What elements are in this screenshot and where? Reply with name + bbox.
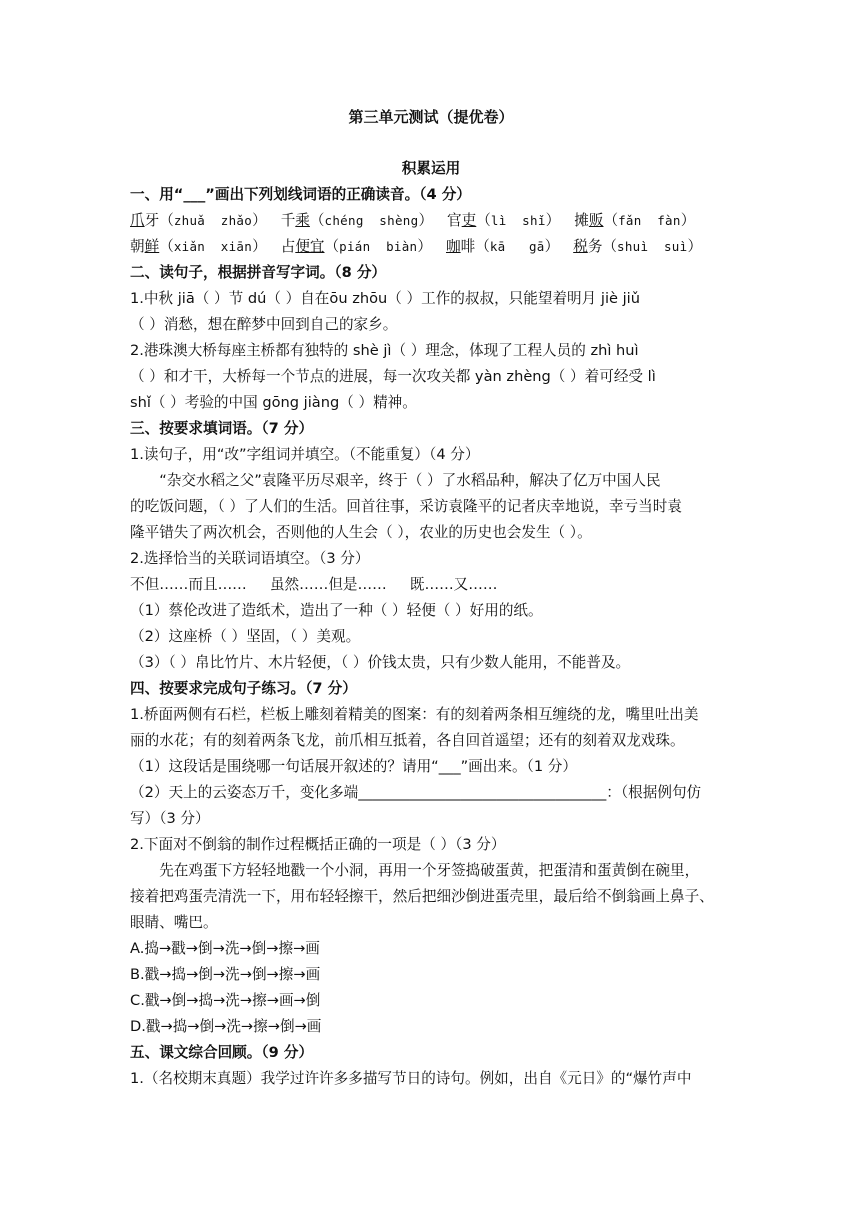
- pinyin-options: shuì suì: [617, 239, 688, 254]
- s2-q2-line2: （ ）和才干，大桥每一个节点的进展，每一次攻关都 yàn zhèng（ ）着可经受 lì: [130, 368, 656, 385]
- close-paren: ）: [252, 238, 267, 255]
- word-suffix: （: [603, 212, 619, 229]
- s3-q1-prompt: 1.读句子，用“改”字组词并填空。（不能重复）（4 分）: [130, 446, 480, 463]
- underlined-char: 便宜: [295, 238, 325, 255]
- word-suffix: 牙（: [144, 212, 174, 229]
- s3-q1-para-line3: 隆平错失了两次机会，否则他的人生会（ ），农业的历史也会发生（ ）。: [130, 524, 592, 541]
- pinyin-options: lì shǐ: [490, 213, 546, 228]
- s4-q2-para-line3: 眼睛、嘴巴。: [130, 914, 218, 931]
- pinyin-item: [130, 212, 267, 229]
- pinyin-options: kā gā: [489, 239, 545, 254]
- word-prefix: 官: [447, 212, 462, 229]
- s4-q1-line2: 丽的水花；有的刻着两条飞龙，前爪相互抵着，各自回首遥望；还有的刻着双龙戏珠。: [130, 732, 685, 749]
- close-paren: ）: [545, 212, 561, 229]
- page-title: 第三单元测试（提优卷）: [348, 108, 514, 126]
- pinyin-item: [446, 238, 559, 255]
- s4-q1-sub1: （1）这段话是围绕哪一句话展开叙述的？请用“___”画出来。（1 分）: [130, 758, 577, 775]
- close-paren: ）: [544, 238, 560, 255]
- word-prefix: 朝: [130, 238, 145, 255]
- s2-q2-line3: shǐ（ ）考验的中国 gōng jiàng（ ）精神。: [130, 394, 417, 411]
- s3-q2-prompt: 2.选择恰当的关联词语填空。（3 分）: [130, 550, 370, 567]
- underlined-char: 爪: [130, 212, 145, 229]
- s3-q2-options: 不但……而且…… 虽然……但是…… 既……又……: [130, 576, 498, 593]
- s3-q1-para-line2: 的吃饭问题，（ ）了人们的生活。回首往事，采访袁隆平的记者庆幸地说，幸亏当时袁: [130, 498, 682, 515]
- pinyin-options: chéng shèng: [324, 213, 419, 228]
- pinyin-item: [281, 238, 432, 255]
- s2-q2-line1: 2.港珠澳大桥每座主桥都有独特的 shè jì（ ）理念，体现了工程人员的 zhì huì: [130, 342, 639, 359]
- pinyin-item: [573, 238, 702, 255]
- word-suffix: （: [159, 238, 174, 255]
- word-prefix: 摊: [574, 212, 589, 229]
- section-2-heading: 二、读句子，根据拼音写字词。（8 分）: [130, 264, 387, 281]
- underlined-char: 咖: [446, 238, 461, 255]
- s4-q1-sub2: （2）天上的云姿态万千，变化多端__________________________________：（根据例句仿: [130, 784, 702, 801]
- s5-q1-line1: 1.（名校期末真题）我学过许许多多描写节日的诗句。例如，出自《元日》的“爆竹声中: [130, 1070, 692, 1087]
- section-subtitle: 积累运用: [401, 160, 461, 177]
- word-suffix: 务（: [587, 238, 618, 255]
- word-suffix: （: [309, 212, 325, 229]
- pinyin-item: [130, 238, 267, 255]
- s2-q1-line2: （ ）消愁，想在醉梦中回到自己的家乡。: [130, 316, 398, 333]
- s3-q2-item-1: （1）蔡伦改进了造纸术，造出了一种（ ）轻便（ ）好用的纸。: [130, 602, 543, 619]
- choice-b: B.戳→捣→倒→洗→倒→擦→画: [130, 966, 321, 983]
- pinyin-item: [281, 212, 433, 229]
- pinyin-row-1: [130, 208, 732, 234]
- choice-d: D.戳→捣→倒→洗→擦→倒→画: [130, 1018, 322, 1035]
- underlined-char: 吏: [461, 212, 477, 229]
- pinyin-options: pián biàn: [339, 239, 418, 254]
- pinyin-item: [447, 212, 560, 229]
- pinyin-item: [574, 212, 695, 229]
- close-paren: ）: [252, 212, 267, 229]
- s4-q2-para-line1: 先在鸡蛋下方轻轻地戳一个小洞，再用一个牙签捣破蛋黄，把蛋清和蛋黄倒在碗里，: [159, 862, 700, 879]
- section-1-heading: 一、用“___”画出下列划线词语的正确读音。（4 分）: [130, 186, 471, 203]
- s4-q1-line1: 1.桥面两侧有石栏，栏板上雕刻着精美的图案：有的刻着两条相互缠绕的龙，嘴里吐出美: [130, 706, 699, 723]
- word-suffix: （: [324, 238, 340, 255]
- close-paren: ）: [418, 212, 434, 229]
- s2-q1-line1: 1.中秋 jiā（ ）节 dú（ ）自在ōu zhōu（ ）工作的叔叔，只能望着明月 jiè jiǔ: [130, 290, 640, 307]
- section-5-heading: 五、课文综合回顾。（9 分）: [130, 1044, 314, 1061]
- s4-q2-prompt: 2.下面对不倒翁的制作过程概括正确的一项是（ ）（3 分）: [130, 836, 506, 853]
- s3-q1-para-line1: “杂交水稻之父”袁隆平历尽艰辛，终于（ ）了水稻品种，解决了亿万中国人民: [159, 472, 661, 489]
- close-paren: ）: [417, 238, 432, 255]
- s3-q2-item-2: （2）这座桥（ ）坚固，（ ）美观。: [130, 628, 361, 645]
- underlined-char: 乘: [295, 212, 310, 229]
- close-paren: ）: [680, 212, 696, 229]
- underlined-char: 鲜: [144, 238, 160, 255]
- underlined-char: 贩: [588, 212, 604, 229]
- choice-a: A.捣→戳→倒→洗→倒→擦→画: [130, 940, 320, 957]
- underlined-char: 税: [573, 238, 588, 255]
- pinyin-options: zhuǎ zhǎo: [173, 213, 253, 228]
- section-4-heading: 四、按要求完成句子练习。（7 分）: [130, 680, 357, 697]
- pinyin-row-2: [130, 234, 732, 260]
- word-suffix: （: [476, 212, 491, 229]
- word-prefix: 千: [280, 212, 296, 229]
- pinyin-options: fǎn fàn: [618, 213, 681, 228]
- choice-c: C.戳→倒→捣→洗→擦→画→倒: [130, 992, 321, 1009]
- s3-q2-item-3: （3）（ ）帛比竹片、木片轻便，（ ）价钱太贵，只有少数人能用，不能普及。: [130, 654, 631, 671]
- word-prefix: 占: [280, 238, 296, 255]
- close-paren: ）: [687, 238, 703, 255]
- section-3-heading: 三、按要求填词语。（7 分）: [130, 420, 314, 437]
- word-suffix: 啡（: [460, 238, 490, 255]
- s4-q2-para-line2: 接着把鸡蛋壳清洗一下，用布轻轻擦干，然后把细沙倒进蛋壳里，最后给不倒翁画上鼻子、: [130, 888, 714, 905]
- pinyin-options: xiǎn xiān: [173, 239, 253, 254]
- s4-q1-sub2-cont: 写）（3 分）: [130, 810, 210, 827]
